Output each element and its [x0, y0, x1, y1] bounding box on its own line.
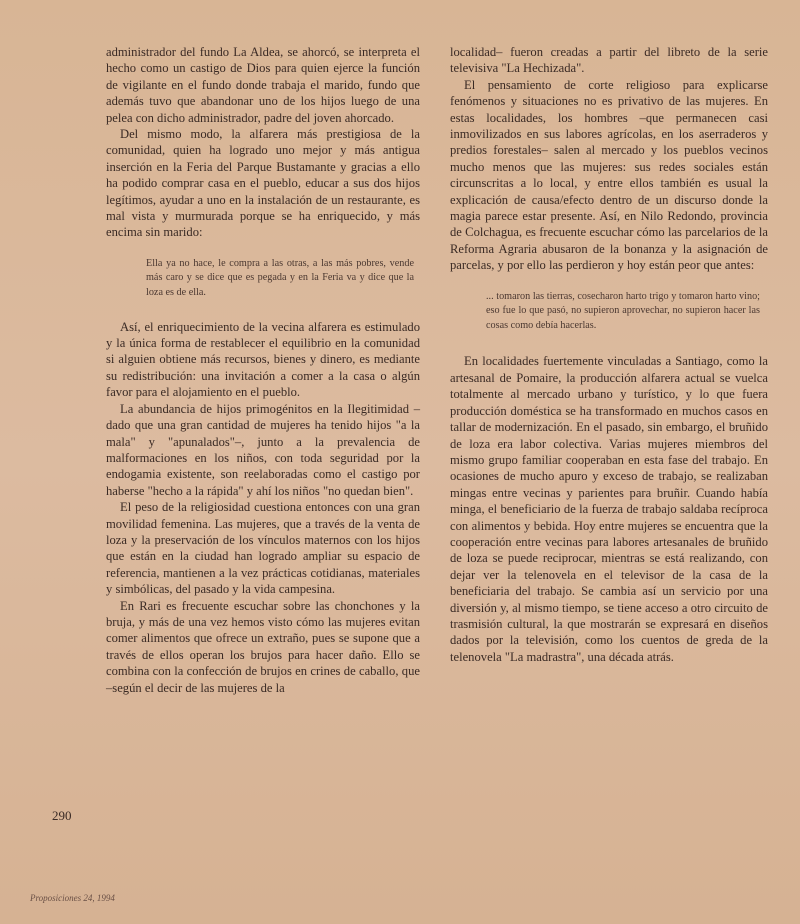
page-number: 290: [52, 808, 72, 823]
paragraph: En localidades fuertemente vinculadas a Santiago, como la artesanal de Pomaire, la producción alfarera actual se vuelca totalmente al mercado urbano y turístico, y lo que fuera producción doméstica se ha transformado en muchos casos en tallar de modernización. En el pasado, sin embargo, el bruñido de loza era labor colectiva. Varias mujeres miembros del mismo grupo familiar cooperaban en esta fase del trabajo. En ocasiones de mucho apuro y exceso de trabajo, se realizaban mingas entre vecinas y parientes para bruñir. Cuando había minga, el beneficiario de la fuerza de trabajo saldaba recíproca con alimentos y bebida. Hoy entre mujeres se encuentra que la cooperación entre vecinas para labores artesanales de bruñido de loza se puede reciprocar, mientras se está realizando, con dejar ver la telenovela en el televisor de la casa de la beneficiaria del trabajo. Se cambia así un servicio por una diversión y, al mismo tiempo, se tiene acceso a otro circuito de trasmisión cultural, la que mostrarán se expresará en diseños dados por la televisión, como los cuentos de greda de la telenovela "La madrastra", una década atrás.: [450, 354, 768, 664]
paragraph: El pensamiento de corte religioso para explicarse fenómenos y situaciones no es privativo de las mujeres. En estas localidades, los hombres –que permanecen casi inmovilizados en sus labores agrícolas, en los aserraderos y predios forestales– salen al mercado y los pueblos vecinos mucho menos que las mujeres: sus redes sociales están circunscritas a lo local, y entre ellos también es usual la explicación de causa/efecto dentro de un discurso donde la magia parece estar presente. Así, en Nilo Redondo, provincia de Colchagua, es frecuente escuchar cómo las parcelarios de la Reforma Agraria abusaron de la bonanza y la asignación de parcelas, y por ello las perdieron y hoy están peor que antes:: [450, 77, 768, 273]
paragraph: En Rari es frecuente escuchar sobre las chonchones y la bruja, y más de una vez hemos visto cómo las mujeres evitan comer alimentos que ofrece un extraño, pues se supone que a través de ellos operan los brujos para hacer daño. Ello se combina con la confección de brujos en crines de caballo, que –según el decir de las mujeres de la: [106, 598, 420, 695]
block-quote: ... tomaron las tierras, cosecharon harto trigo y tomaron harto vino; eso fue lo que pasó, no supieron aprovechar, no supieron hacer las cosas como debía hacerlas.: [486, 290, 760, 331]
paragraph: El peso de la religiosidad cuestiona entonces con una gran movilidad femenina. Las mujeres, que a través de la venta de loza y la preservación de los vínculos maternos con los hijos que están en la ciudad han logrado ampliar su espacio de referencia, mantienen a la vez prácticas cotidianas, materiales y simbólicas, del pasado y la vida campesina.: [106, 500, 420, 597]
paragraph: La abundancia de hijos primogénitos en la Ilegitimidad –dado que una gran cantidad de mujeres ha tenido hijos "a la mala" y "apunalados"–, junto a la prevalencia de malformaciones en los niños, con toda seguridad por la endogamia existente, son reelaboradas como el castigo por haberse "hecho a la rápida" y ahí los niños "no quedan bien".: [106, 401, 420, 498]
left-column: [106, 44, 420, 696]
right-column: [450, 44, 768, 665]
paragraph: Del mismo modo, la alfarera más prestigiosa de la comunidad, quien ha logrado uno mejor y más antigua inserción en la Feria del Parque Bustamante y gracias a ello ha podido comprar casa en el pueblo, educar a sus dos hijos legítimos, ayudar a uno en la instalación de un restaurante, es mal vista y murmurada porque se ha enriquecido, y más encima sin marido:: [106, 127, 420, 240]
block-quote: Ella ya no hace, le compra a las otras, a las más pobres, vende más caro y se dice que es pegada y en la Feria va y dice que la loza es de ella.: [146, 257, 414, 299]
paragraph: localidad– fueron creadas a partir del libreto de la serie televisiva "La Hechizada".: [450, 45, 768, 76]
footer-citation: Proposiciones 24, 1994: [30, 893, 115, 903]
paragraph: administrador del fundo La Aldea, se ahorcó, se interpreta el hecho como un castigo de Dios para quien ejerce la función de vigilante en el fundo donde trabaja el marido, fundo que además tuvo que abandonar uno de los hijos luego de una pelea con dicho administrador, padre del joven ahorcado.: [106, 45, 420, 125]
paragraph: Así, el enriquecimiento de la vecina alfarera es estimulado y la única forma de restablecer el equilibrio en la comunidad si alguien obtiene más recursos, bienes y dinero, es mediante su redistribución: una invitación a comer a la casa o algún favor para el alojamiento en el pueblo.: [106, 319, 420, 400]
